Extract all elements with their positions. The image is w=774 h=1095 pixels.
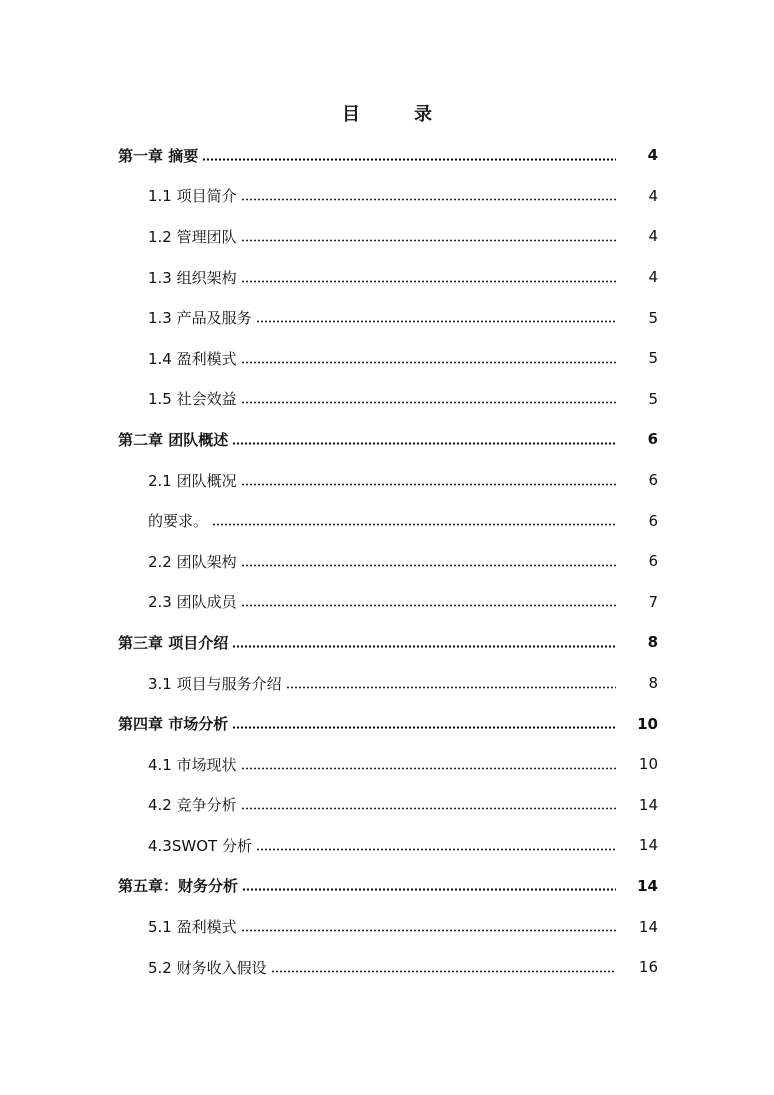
- table-of-contents: [0, 135, 774, 987]
- toc-page-number: 6: [648, 471, 658, 490]
- toc-dot-leader: [232, 726, 616, 729]
- toc-section-entry[interactable]: [0, 257, 774, 298]
- toc-page-number: 5: [648, 308, 658, 327]
- toc-page-number: 10: [637, 714, 658, 733]
- toc-dot-leader: [241, 239, 616, 242]
- toc-dot-leader: [271, 970, 616, 973]
- toc-entry-label: 2.1 团队概况: [148, 471, 237, 490]
- toc-entry-label: 第一章 摘要: [118, 146, 199, 165]
- toc-entry-label: 第二章 团队概述: [118, 430, 229, 449]
- toc-entry-label: 的要求。: [148, 512, 209, 531]
- toc-section-entry[interactable]: [0, 582, 774, 623]
- toc-entry-label: 5.2 财务收入假设: [148, 958, 267, 977]
- toc-page-number: 16: [638, 958, 658, 977]
- toc-page-number: 10: [638, 755, 658, 774]
- toc-entry-label: 1.1 项目简介: [148, 187, 237, 206]
- toc-entry-label: 1.4 盈利模式: [148, 349, 237, 368]
- toc-page-number: 14: [638, 795, 658, 814]
- toc-dot-leader: [232, 442, 616, 445]
- toc-page-number: 5: [648, 389, 658, 408]
- toc-dot-leader: [256, 848, 616, 851]
- toc-dot-leader: [256, 320, 616, 323]
- toc-section-entry[interactable]: [0, 947, 774, 988]
- toc-dot-leader: [241, 604, 616, 607]
- toc-section-entry[interactable]: [0, 825, 774, 866]
- toc-section-entry[interactable]: [0, 906, 774, 947]
- toc-section-entry[interactable]: [0, 216, 774, 257]
- toc-entry-label: 4.2 竞争分析: [148, 796, 237, 815]
- toc-page-number: 6: [648, 552, 658, 571]
- toc-page-number: 6: [647, 430, 658, 449]
- toc-dot-leader: [241, 483, 616, 486]
- toc-title: 目 录: [342, 104, 450, 125]
- toc-entry-label: 第五章：财务分析: [118, 877, 239, 896]
- toc-entry-label: 第三章 项目介绍: [118, 633, 229, 652]
- toc-dot-leader: [241, 280, 616, 283]
- toc-entry-label: 2.3 团队成员: [148, 593, 237, 612]
- toc-page-number: 14: [637, 876, 658, 895]
- toc-dot-leader: [241, 807, 616, 810]
- toc-chapter-entry[interactable]: [0, 135, 774, 176]
- toc-entry-label: 第四章 市场分析: [118, 715, 229, 734]
- toc-entry-label: 4.1 市场现状: [148, 755, 237, 774]
- toc-section-entry[interactable]: [0, 663, 774, 704]
- toc-chapter-entry[interactable]: [0, 866, 774, 907]
- toc-chapter-entry[interactable]: [0, 622, 774, 663]
- toc-section-entry[interactable]: [0, 338, 774, 379]
- toc-page-number: 4: [647, 146, 658, 165]
- toc-dot-leader: [286, 686, 616, 689]
- toc-page-number: 8: [647, 633, 658, 652]
- toc-chapter-entry[interactable]: [0, 703, 774, 744]
- toc-section-entry[interactable]: [0, 744, 774, 785]
- toc-page-number: 4: [648, 186, 658, 205]
- toc-section-entry[interactable]: [0, 500, 774, 541]
- toc-page-number: 6: [648, 511, 658, 530]
- toc-entry-label: 1.2 管理团队: [148, 227, 237, 246]
- toc-page-number: 14: [638, 917, 658, 936]
- toc-entry-label: 4.3SWOT 分析: [148, 836, 252, 855]
- toc-page-number: 4: [648, 268, 658, 287]
- toc-section-entry[interactable]: [0, 785, 774, 826]
- toc-dot-leader: [242, 888, 616, 891]
- toc-section-entry[interactable]: [0, 379, 774, 420]
- toc-dot-leader: [232, 645, 616, 648]
- toc-entry-label: 2.2 团队架构: [148, 552, 237, 571]
- toc-chapter-entry[interactable]: [0, 419, 774, 460]
- toc-page-number: 4: [648, 227, 658, 246]
- toc-section-entry[interactable]: [0, 541, 774, 582]
- toc-entry-label: 1.5 社会效益: [148, 390, 237, 409]
- toc-page-number: 14: [638, 836, 658, 855]
- toc-dot-leader: [241, 564, 616, 567]
- toc-section-entry[interactable]: [0, 297, 774, 338]
- toc-dot-leader: [241, 361, 616, 364]
- toc-page-number: 5: [648, 349, 658, 368]
- toc-section-entry[interactable]: [0, 460, 774, 501]
- toc-page-number: 7: [648, 592, 658, 611]
- toc-dot-leader: [241, 929, 616, 932]
- toc-dot-leader: [212, 523, 616, 526]
- toc-dot-leader: [202, 158, 616, 161]
- toc-dot-leader: [241, 767, 616, 770]
- toc-dot-leader: [241, 198, 616, 201]
- toc-entry-label: 1.3 产品及服务: [148, 309, 252, 328]
- toc-entry-label: 3.1 项目与服务介绍: [148, 674, 282, 693]
- toc-section-entry[interactable]: [0, 176, 774, 217]
- toc-entry-label: 5.1 盈利模式: [148, 918, 237, 937]
- toc-entry-label: 1.3 组织架构: [148, 268, 237, 287]
- toc-page-number: 8: [648, 674, 658, 693]
- toc-dot-leader: [241, 401, 616, 404]
